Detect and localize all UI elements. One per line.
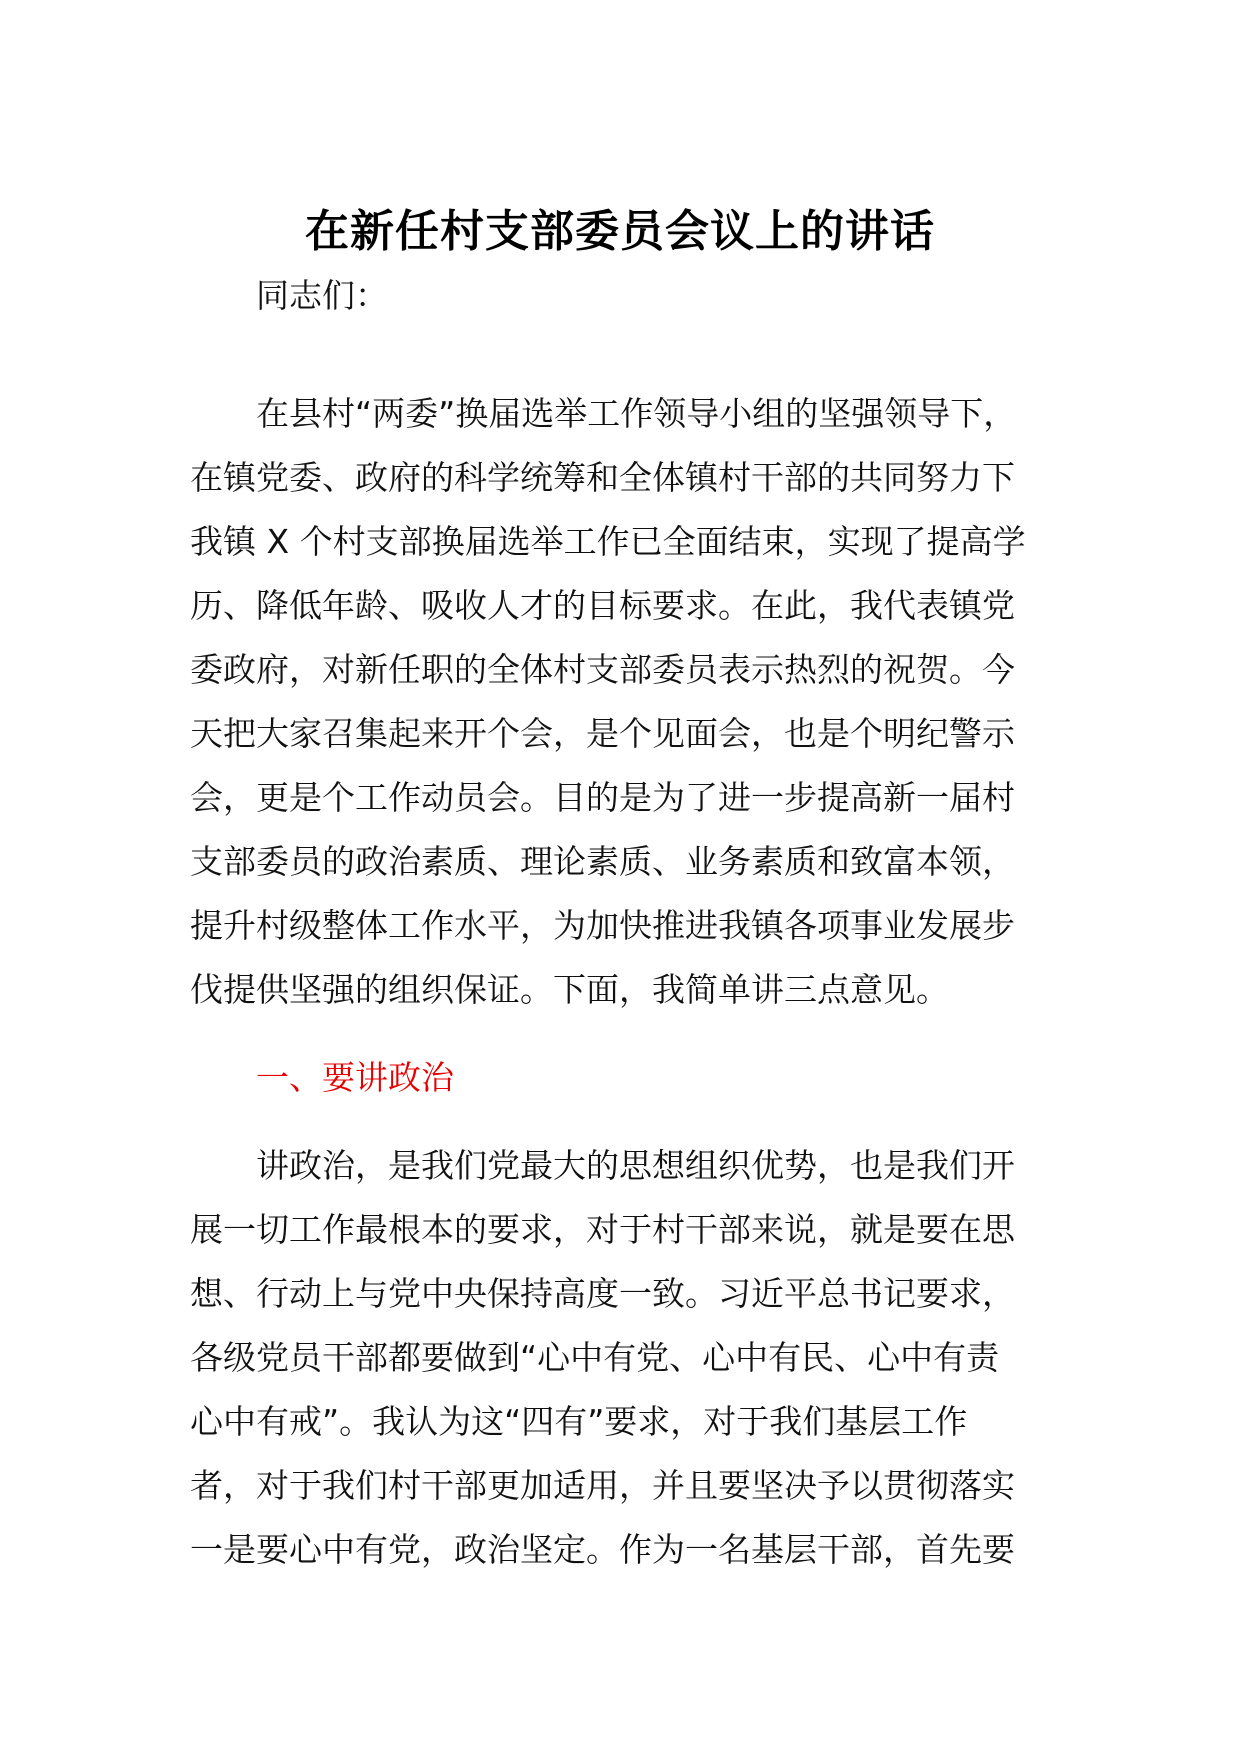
- paragraph-line: 心中有戒”。我认为这“四有”要求，对于我们基层工作: [190, 1402, 968, 1441]
- paragraph-line: 我镇 X 个村支部换届选举工作已全面结束，实现了提高学: [190, 522, 1026, 561]
- paragraph-line: 者，对于我们村干部更加适用，并且要坚决予以贯彻落实: [190, 1466, 1015, 1505]
- paragraph-line: 天把大家召集起来开个会，是个见面会，也是个明纪警示: [190, 714, 1015, 753]
- paragraph-line: 各级党员干部都要做到“心中有党、心中有民、心中有责: [190, 1338, 1000, 1377]
- paragraph-line: 一是要心中有党，政治坚定。作为一名基层干部，首先要: [190, 1530, 1015, 1569]
- paragraph-line: 展一切工作最根本的要求，对于村干部来说，就是要在思: [190, 1210, 1015, 1249]
- paragraph-line: 在镇党委、政府的科学统筹和全体镇村干部的共同努力下: [190, 458, 1015, 497]
- document-title: 在新任村支部委员会议上的讲话: [305, 206, 935, 257]
- paragraph-line: 会，更是个工作动员会。目的是为了进一步提高新一届村: [190, 778, 1015, 817]
- paragraph-line: 在县村“两委”换届选举工作领导小组的坚强领导下，: [256, 394, 1017, 433]
- salutation: 同志们：: [256, 276, 388, 315]
- paragraph-line: 想、行动上与党中央保持高度一致。习近平总书记要求，: [190, 1274, 1015, 1313]
- paragraph-line: 历、降低年龄、吸收人才的目标要求。在此，我代表镇党: [190, 586, 1015, 625]
- paragraph-line: 讲政治，是我们党最大的思想组织优势，也是我们开: [256, 1146, 1015, 1185]
- section-heading: 一、要讲政治: [256, 1058, 454, 1097]
- paragraph-line: 伐提供坚强的组织保证。下面，我简单讲三点意见。: [190, 970, 949, 1009]
- paragraph-line: 委政府，对新任职的全体村支部委员表示热烈的祝贺。今: [190, 650, 1015, 689]
- paragraph-line: 提升村级整体工作水平，为加快推进我镇各项事业发展步: [190, 906, 1015, 945]
- paragraph-line: 支部委员的政治素质、理论素质、业务素质和致富本领，: [190, 842, 1015, 881]
